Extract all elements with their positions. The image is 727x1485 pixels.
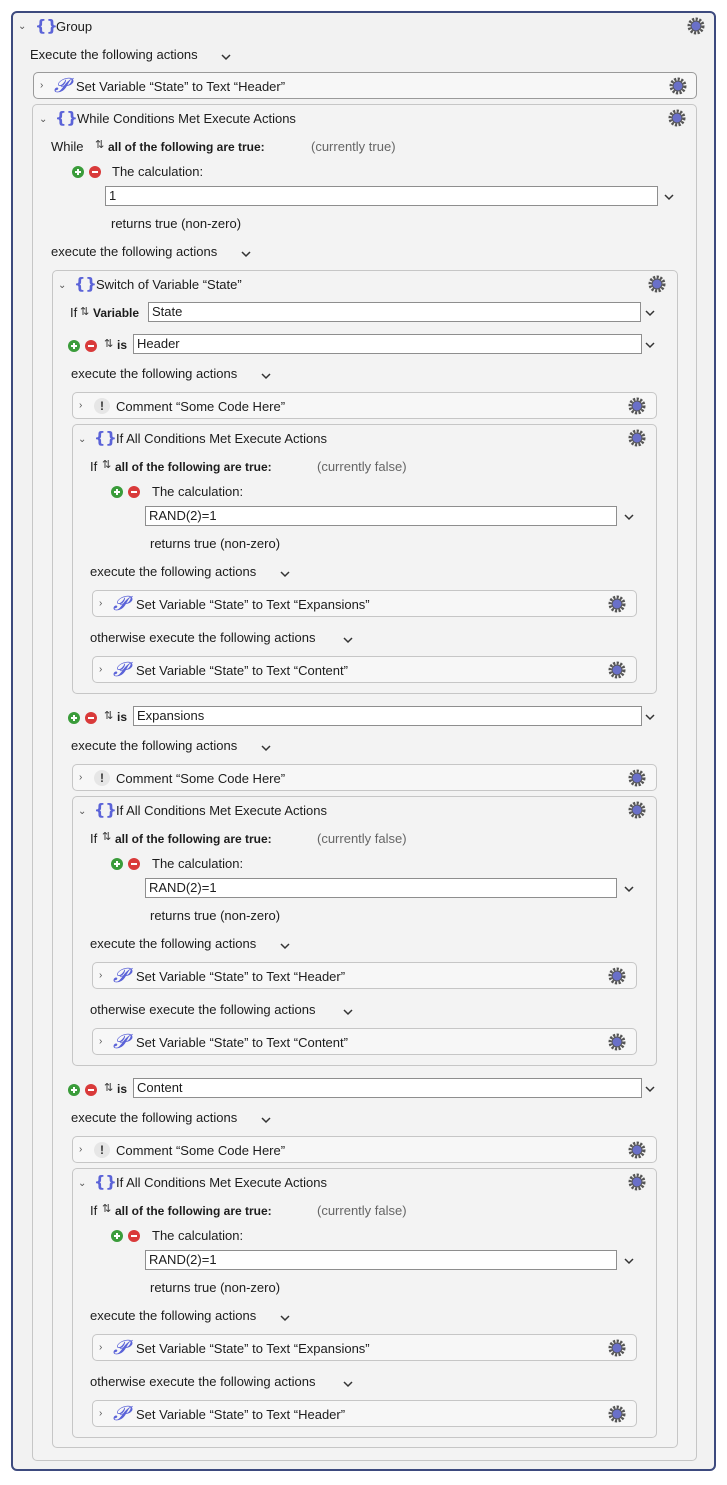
if-title: If All Conditions Met Execute Actions [116,803,327,818]
set-variable-action[interactable] [92,962,637,989]
returns-label: returns true (non-zero) [150,908,281,923]
else-label: otherwise execute the following actions [90,1002,316,1017]
gear-icon[interactable] [607,594,627,614]
disclosure-triangle-icon[interactable]: ⌄ [78,806,87,817]
returns-label: returns true (non-zero) [150,1280,281,1295]
disclosure-triangle-icon[interactable]: ⌄ [39,114,48,125]
group-action[interactable] [11,11,716,1471]
remove-condition-button[interactable] [89,166,101,178]
gear-icon[interactable] [668,76,688,96]
comment-action[interactable] [72,392,657,419]
remove-condition-button[interactable] [128,1230,140,1242]
case-value-field[interactable]: Header [133,334,642,354]
chevron-down-icon[interactable] [624,884,634,894]
chevron-down-icon[interactable] [624,512,634,522]
returns-label: returns true (non-zero) [150,536,281,551]
variable-x-icon: 𝓟 [113,657,128,681]
chevron-down-icon[interactable] [221,52,231,62]
gear-icon[interactable] [627,800,647,820]
braces-icon: {} [74,274,97,293]
gear-icon[interactable] [607,1338,627,1358]
action-title: Set Variable “State” to Text “Content” [136,663,348,678]
chevron-down-icon[interactable] [280,941,290,951]
exclamation-icon: ! [94,398,110,414]
disclosure-triangle-icon[interactable]: › [99,598,103,609]
disclosure-triangle-icon[interactable]: ⌄ [58,280,67,291]
comment-action[interactable] [72,1136,657,1163]
group-title: Group [56,19,93,34]
gear-icon[interactable] [627,396,647,416]
switch-action[interactable] [52,270,678,1448]
case-value-field[interactable]: Expansions [133,706,642,726]
updown-icon[interactable]: ⇅ [95,139,105,151]
braces-icon: {} [35,16,58,35]
disclosure-triangle-icon[interactable]: › [79,400,83,411]
if-action[interactable] [72,1168,657,1438]
comment-action[interactable] [72,764,657,791]
set-variable-action[interactable] [33,72,697,99]
group-exec-label: Execute the following actions [30,47,198,62]
calc-label: The calculation: [152,1228,244,1243]
comment-title: Comment “Some Code Here” [116,1143,286,1158]
action-title: Set Variable “State” to Text “Header” [136,1407,346,1422]
chevron-down-icon[interactable] [645,308,655,318]
set-variable-action[interactable] [92,1334,637,1361]
add-case-button[interactable] [68,340,80,352]
disclosure-triangle-icon[interactable]: › [99,1408,103,1419]
calculation-field[interactable]: 1 [105,186,658,206]
set-variable-action[interactable] [92,590,637,617]
add-condition-button[interactable] [111,486,123,498]
chevron-down-icon[interactable] [343,1379,353,1389]
exclamation-icon: ! [94,770,110,786]
then-label: execute the following actions [90,1308,257,1323]
braces-icon: {} [94,800,117,819]
chevron-down-icon[interactable] [261,371,271,381]
chevron-down-icon[interactable] [261,1115,271,1125]
variable-x-icon: 𝓟 [113,1029,128,1053]
calculation-field[interactable]: RAND(2)=1 [145,1250,617,1270]
switch-if-label: If [70,305,78,320]
calc-label: The calculation: [152,856,244,871]
disclosure-triangle-icon[interactable]: › [99,970,103,981]
variable-x-icon: 𝓟 [113,963,128,987]
chevron-down-icon[interactable] [241,249,251,259]
case-exec-label: execute the following actions [71,366,238,381]
action-title: Set Variable “State” to Text “Expansions” [136,1341,370,1356]
disclosure-triangle-icon[interactable]: › [99,1342,103,1353]
add-condition-button[interactable] [111,1230,123,1242]
while-title: While Conditions Met Execute Actions [77,111,296,126]
switch-variable-field[interactable]: State [148,302,641,322]
condition-mode[interactable]: all of the following are true: [115,460,272,474]
switch-variable-label[interactable]: Variable [93,306,140,320]
braces-icon: {} [94,428,117,447]
if-title: If All Conditions Met Execute Actions [116,1175,327,1190]
disclosure-triangle-icon[interactable]: ⌄ [78,434,87,445]
action-title: Set Variable “State” to Text “Header” [76,79,286,94]
then-label: execute the following actions [90,564,257,579]
remove-case-button[interactable] [85,340,97,352]
condition-mode[interactable]: all of the following are true: [115,1204,272,1218]
case-exec-label: execute the following actions [71,1110,238,1125]
case-is-label: is [117,710,128,724]
updown-icon[interactable]: ⇅ [102,459,112,471]
add-case-button[interactable] [68,712,80,724]
variable-x-icon: 𝓟 [113,1401,128,1425]
variable-x-icon: 𝓟 [113,591,128,615]
if-label: If [90,1203,98,1218]
chevron-down-icon[interactable] [343,1007,353,1017]
disclosure-triangle-icon[interactable]: › [40,80,44,91]
disclosure-triangle-icon[interactable]: › [99,664,103,675]
remove-case-button[interactable] [85,712,97,724]
else-label: otherwise execute the following actions [90,630,316,645]
chevron-down-icon[interactable] [645,340,655,350]
condition-status: (currently true) [311,139,396,154]
gear-icon[interactable] [627,768,647,788]
updown-icon[interactable]: ⇅ [102,1203,112,1215]
if-label: If [90,831,98,846]
gear-icon[interactable] [627,1140,647,1160]
calc-label: The calculation: [152,484,244,499]
action-title: Set Variable “State” to Text “Expansions” [136,597,370,612]
then-label: execute the following actions [90,936,257,951]
calc-label: The calculation: [112,164,204,179]
gear-icon[interactable] [627,428,647,448]
disclosure-triangle-icon[interactable]: › [79,772,83,783]
gear-icon[interactable] [686,16,706,36]
remove-condition-button[interactable] [128,858,140,870]
switch-title: Switch of Variable “State” [96,277,242,292]
variable-x-icon: 𝓟 [113,1335,128,1359]
comment-title: Comment “Some Code Here” [116,399,286,414]
chevron-down-icon[interactable] [645,712,655,722]
while-label: While [51,139,84,154]
chevron-down-icon[interactable] [624,1256,634,1266]
condition-status: (currently false) [317,459,407,474]
action-title: Set Variable “State” to Text “Content” [136,1035,348,1050]
gear-icon[interactable] [647,274,667,294]
returns-label: returns true (non-zero) [111,216,242,231]
if-label: If [90,459,98,474]
if-action[interactable] [72,424,657,694]
case-is-label: is [117,338,128,352]
variable-x-icon: 𝓟 [54,73,69,97]
chevron-down-icon[interactable] [280,1313,290,1323]
braces-icon: {} [55,108,78,127]
else-label: otherwise execute the following actions [90,1374,316,1389]
action-title: Set Variable “State” to Text “Header” [136,969,346,984]
updown-icon[interactable]: ⇅ [80,306,90,318]
add-case-button[interactable] [68,1084,80,1096]
if-title: If All Conditions Met Execute Actions [116,431,327,446]
if-action[interactable] [72,796,657,1066]
chevron-down-icon[interactable] [664,192,674,202]
while-exec-label: execute the following actions [51,244,218,259]
condition-mode[interactable]: all of the following are true: [115,832,272,846]
add-condition-button[interactable] [111,858,123,870]
while-action[interactable] [32,104,697,1461]
add-condition-button[interactable] [72,166,84,178]
chevron-down-icon[interactable] [261,743,271,753]
exclamation-icon: ! [94,1142,110,1158]
case-is-label: is [117,1082,128,1096]
updown-icon[interactable]: ⇅ [104,1082,114,1094]
set-variable-action[interactable] [92,1028,637,1055]
remove-condition-button[interactable] [128,486,140,498]
updown-icon[interactable]: ⇅ [104,338,114,350]
disclosure-triangle-icon[interactable]: › [79,1144,83,1155]
case-value-field[interactable]: Content [133,1078,642,1098]
set-variable-action[interactable] [92,656,637,683]
gear-icon[interactable] [667,108,687,128]
case-exec-label: execute the following actions [71,738,238,753]
chevron-down-icon[interactable] [280,569,290,579]
disclosure-triangle-icon[interactable]: ⌄ [18,21,27,32]
condition-mode[interactable]: all of the following are true: [108,140,265,154]
gear-icon[interactable] [607,966,627,986]
remove-case-button[interactable] [85,1084,97,1096]
updown-icon[interactable]: ⇅ [104,710,114,722]
gear-icon[interactable] [607,1404,627,1424]
condition-status: (currently false) [317,831,407,846]
calculation-field[interactable]: RAND(2)=1 [145,878,617,898]
comment-title: Comment “Some Code Here” [116,771,286,786]
braces-icon: {} [94,1172,117,1191]
chevron-down-icon[interactable] [343,635,353,645]
gear-icon[interactable] [607,1032,627,1052]
condition-status: (currently false) [317,1203,407,1218]
gear-icon[interactable] [627,1172,647,1192]
gear-icon[interactable] [607,660,627,680]
disclosure-triangle-icon[interactable]: ⌄ [78,1178,87,1189]
chevron-down-icon[interactable] [645,1084,655,1094]
updown-icon[interactable]: ⇅ [102,831,112,843]
set-variable-action[interactable] [92,1400,637,1427]
disclosure-triangle-icon[interactable]: › [99,1036,103,1047]
calculation-field[interactable]: RAND(2)=1 [145,506,617,526]
